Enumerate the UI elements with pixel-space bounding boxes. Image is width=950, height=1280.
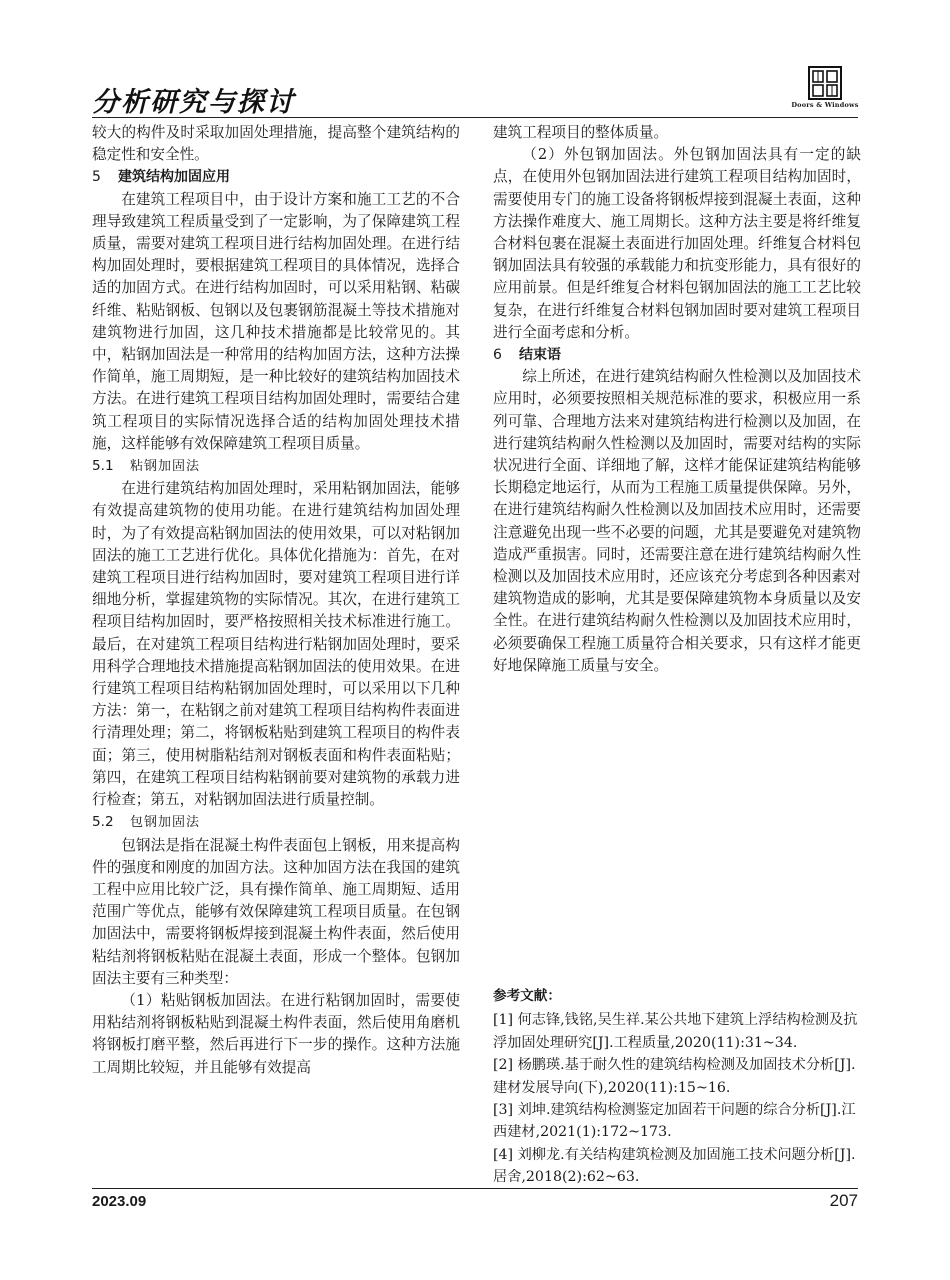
references-title: 参考文献： [493, 988, 561, 1004]
section-5-heading [92, 166, 460, 188]
doors-windows-logo-icon [808, 66, 842, 100]
section-title: 结束语 [519, 347, 561, 364]
section-5-paragraph: 在建筑工程项目中，由于设计方案和施工工艺的不合理导致建筑工程质量受到了一定影响，为了保障建筑工程质量，需要对建筑工程项目进行结构加固处理。在进行结构加固处理时，要根据建筑工程项目的具体情况，选择合适的加固方式。在进行结构加固时，可以采用粘钢、粘碳纤维、粘贴钢板、包钢以及包裹钢筋混凝土等技术措施对建筑物进行加固，这几种技术措施都是比较常见的。其中，粘钢加固法是一种常用的结构加固方法，这种方法操作简单，施工周期短，是一种比较好的建筑结构加固技术方法。在进行建筑工程项目结构加固处理时，需要结合建筑工程项目的实际情况选择合适的结构加固处理技术措施，这样能够有效保障建筑工程项目质量。 [92, 190, 460, 452]
conclusion-paragraph: 综上所述，在进行建筑结构耐久性检测以及加固技术应用时，必须要按照相关规范标准的要求，积极应用一系列可靠、合理地方法来对建筑结构进行检测以及加固，在进行建筑结构耐久性检测以及加固时，需要对结构的实际状况进行全面、详细地了解，这样才能保证建筑结构能够长期稳定地运行，从而为工程施工质量提供保障。另外，在进行建筑结构耐久性检测以及加固技术应用时，还需要注意避免出现一些不必要的问题，尤其是要避免对建筑物造成严重损害。同时，还需要注意在进行建筑结构耐久性检测以及加固技术应用时，还应该充分考虑到各种因素对建筑物造成的影响，尤其是要保障建筑物本身质量以及安全性。在进行建筑结构耐久性检测以及加固技术应用时，必须要确保工程施工质量符合相关要求，只有这样才能更好地保障施工质量与安全。 [493, 368, 861, 674]
intro-paragraph: 较大的构件及时采取加固处理措施，提高整个建筑结构的稳定性和安全性。 [92, 124, 460, 164]
section-number: 6 [493, 347, 502, 364]
section-5-1-paragraph: 在进行建筑结构加固处理时，采用粘钢加固法，能够有效提高建筑物的使用功能。在进行建筑结构加固处理时，为了有效提高粘钢加固法的使用效果，可以对粘钢加固法的施工工艺进行优化。具体优化措施为：首先，在对建筑工程项目进行结构加固时，要对建筑工程项目进行详细地分析，掌握建筑物的实际情况。其次，在进行建筑工程项目结构加固时，要严格按照相关技术标准进行施工。最后，在对建筑工程项目结构进行粘钢加固处理时，要采用科学合理地技术措施提高粘钢加固法的使用效果。在进行建筑工程项目结构粘钢加固处理时，可以采用以下几种方法：第一，在粘钢之前对建筑工程项目结构构件表面进行清理处理；第二，将钢板粘贴到建筑工程项目的构件表面；第三，使用树脂粘结剂对钢板表面和构件表面粘贴；第四，在建筑工程项目结构粘钢前要对建筑物的承载力进行检查；第五，对粘钢加固法进行质量控制。 [92, 480, 460, 809]
reference-item: [2] 杨鹏瑛.基于耐久性的建筑结构检测及加固技术分析[J].建材发展导向(下),2020(11):15~16. [493, 1057, 856, 1096]
section-5-2-item-1: （1）粘贴钢板加固法。在进行粘钢加固时，需要使用粘结剂将钢板粘贴到混凝土构件表面，然后使用角磨机将钢板打磨平整，然后再进行下一步的操作。这种方法施工周期比较短，并且能够有效提高 [92, 991, 460, 1076]
section-title: 建筑结构加固应用 [118, 169, 230, 186]
section-5-2-heading [92, 811, 460, 834]
subsection-number: 5.1 [92, 458, 114, 475]
footer-rule [92, 1188, 858, 1189]
logo-text: Doors & Windows [791, 101, 859, 109]
reference-item: [4] 刘柳龙.有关结构建筑检测及加固施工技术问题分析[J].居舍,2018(2):62~63. [493, 1146, 856, 1186]
section-6-heading [493, 344, 861, 366]
reference-item: [3] 刘坤.建筑结构检测鉴定加固若干问题的综合分析[J].江西建材,2021(1):172~173. [493, 1102, 856, 1141]
section-5-1-heading [92, 455, 460, 478]
section-5-2-item-2: （2）外包钢加固法。外包钢加固法具有一定的缺点，在使用外包钢加固法进行建筑工程项目结构加固时，需要使用专门的施工设备将钢板焊接到混凝土表面，这种方法操作难度大、施工周期长。这种方法主要是将纤维复合材料包裹在混凝土表面进行加固处理。纤维复合材料包钢加固法具有较强的承载能力和抗变形能力，具有很好的应用前景。但是纤维复合材料包钢加固法的施工工艺比较复杂，在进行纤维复合材料包钢加固时要对建筑工程项目进行全面考虑和分析。 [493, 146, 861, 341]
section-number: 5 [92, 169, 101, 186]
left-column [92, 122, 460, 1079]
continued-paragraph: 建筑工程项目的整体质量。 [493, 124, 669, 141]
page-number: 207 [829, 1191, 858, 1210]
section-5-2-paragraph: 包钢法是指在混凝土构件表面包上钢板，用来提高构件的强度和刚度的加固方法。这种加固方法在我国的建筑工程中应用比较广泛，具有操作简单、施工周期短、适用范围广等优点，能够有效保障建筑工程项目质量。在包钢加固法中，需要将钢板焊接到混凝土构件表面，然后使用粘结剂将钢板粘贴在混凝土表面，形成一个整体。包钢加固法主要有三种类型： [92, 836, 460, 987]
subsection-title: 粘钢加固法 [130, 459, 201, 475]
right-column [493, 122, 861, 677]
issue-date: 2023.09 [92, 1193, 147, 1210]
subsection-title: 包钢加固法 [130, 815, 201, 831]
journal-section-title: 分析研究与探讨 [92, 87, 295, 118]
subsection-number: 5.2 [92, 814, 114, 831]
journal-logo [780, 66, 870, 109]
header-rule [92, 117, 858, 118]
reference-item: [1] 何志锋,钱铭,吴生祥.某公共地下建筑上浮结构检测及抗浮加固处理研究[J].工程质量,2020(11):31~34. [493, 1012, 858, 1051]
references [493, 985, 861, 1189]
